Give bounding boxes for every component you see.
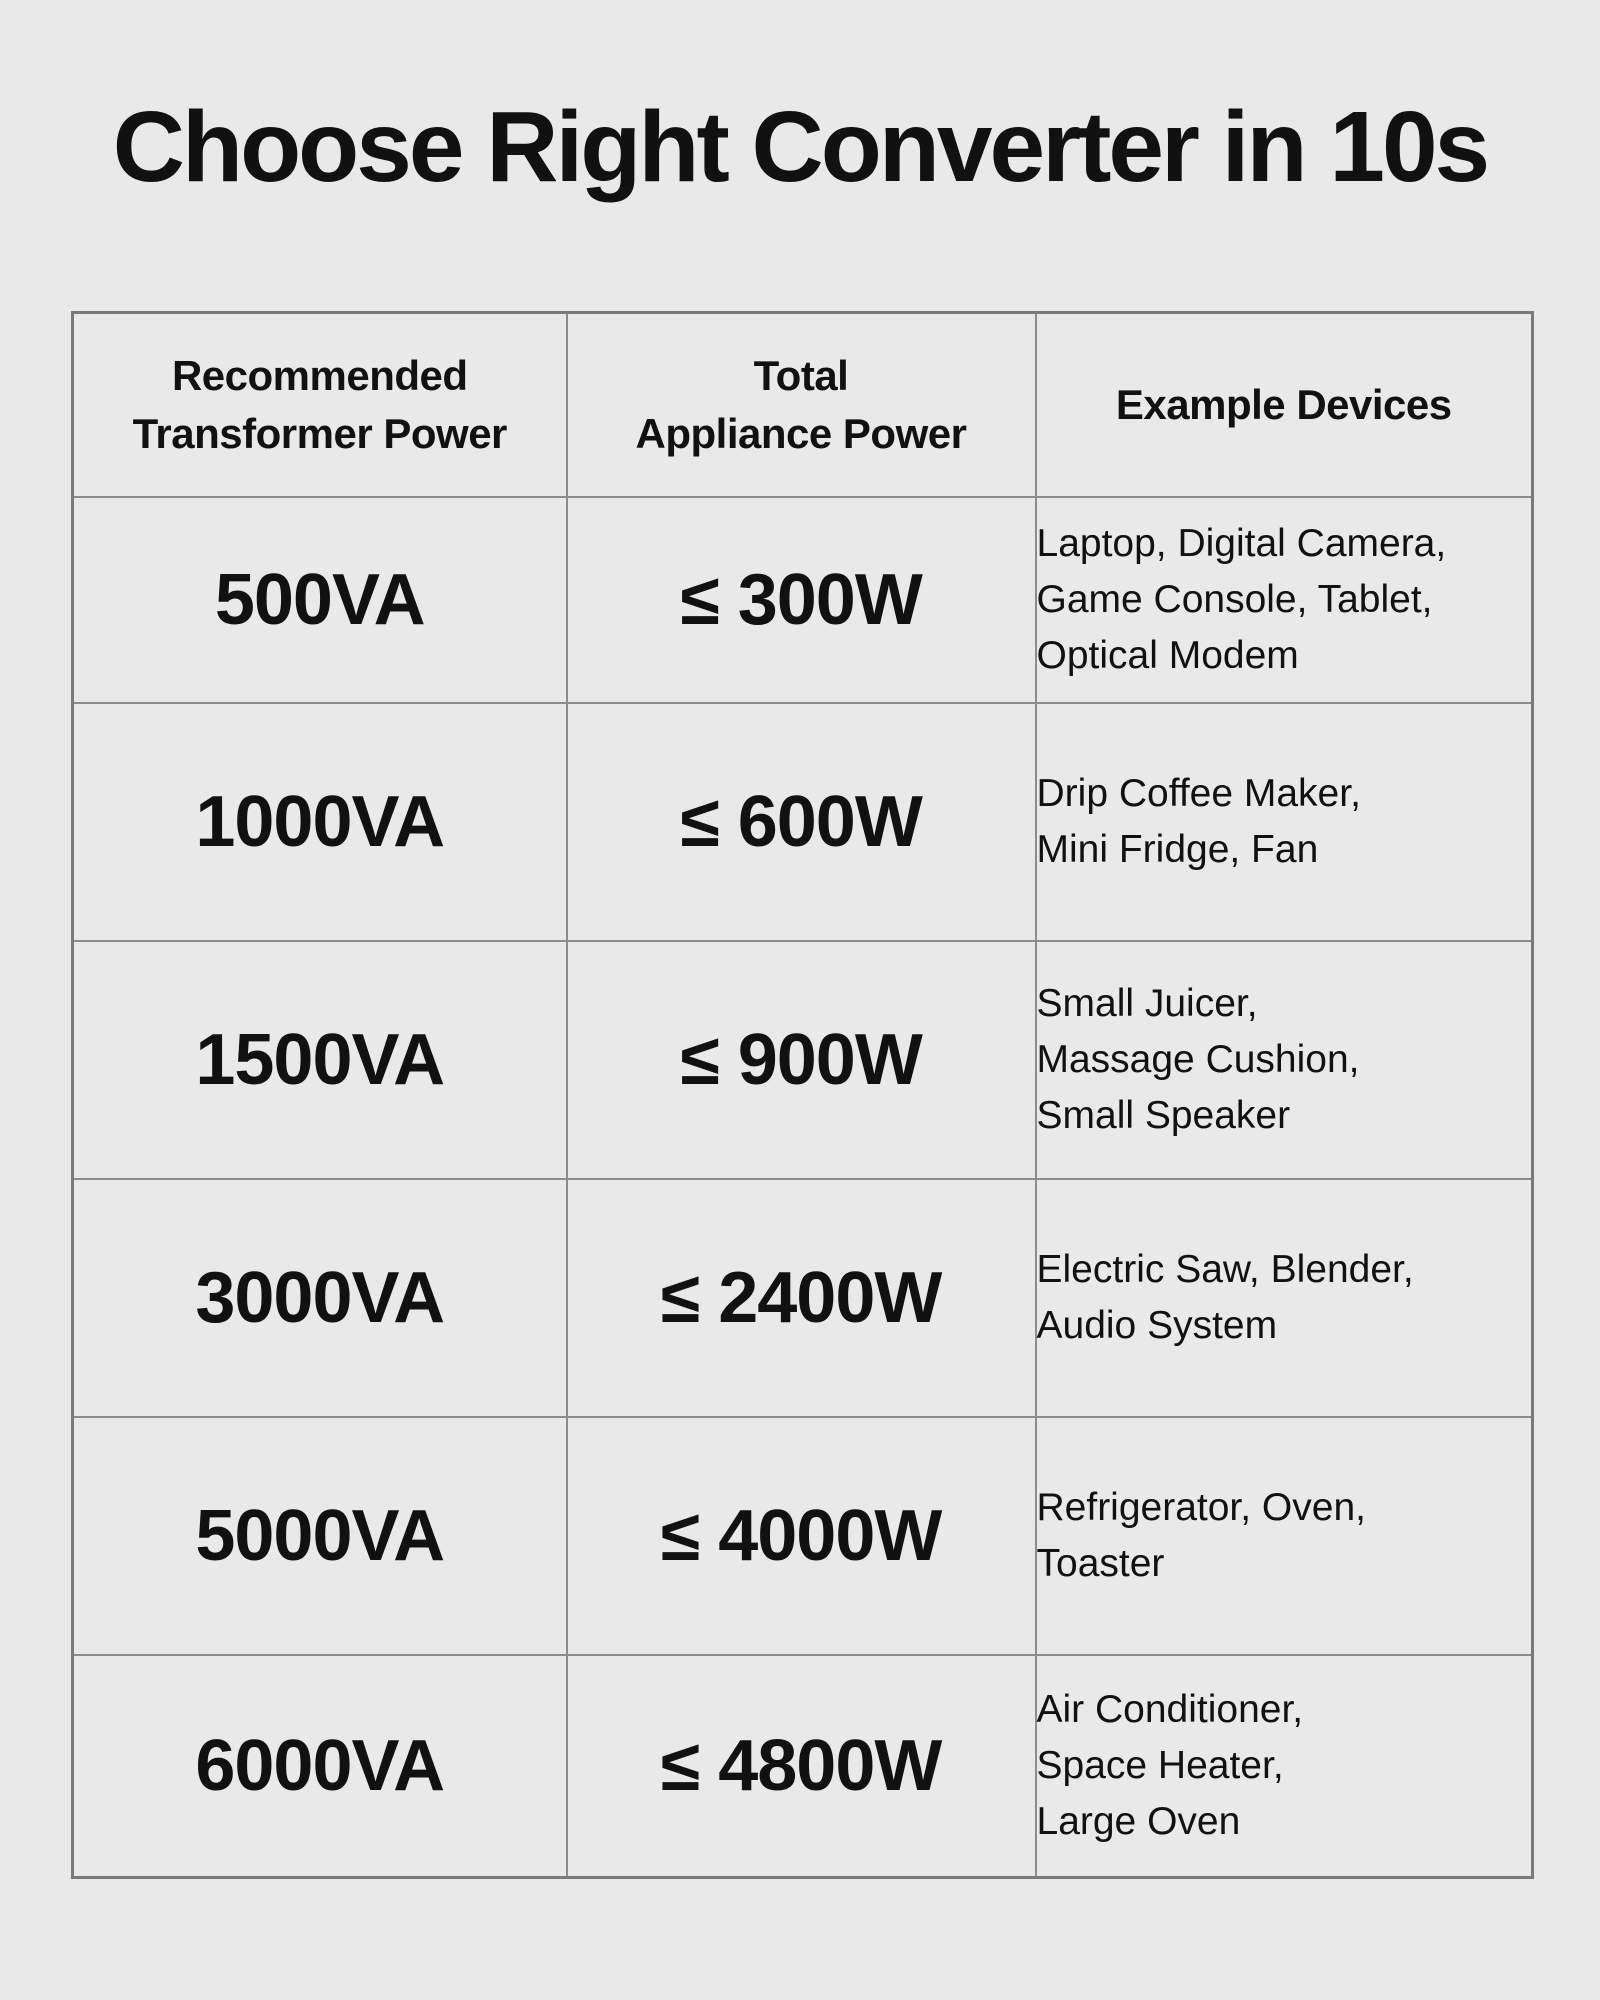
header-line: Transformer Power <box>132 410 507 457</box>
device-line: Small Juicer, <box>1036 982 1258 1025</box>
transformer-rating: 1000VA <box>73 703 567 941</box>
header-line: Example Devices <box>1115 381 1452 428</box>
example-devices <box>1036 1179 1533 1417</box>
example-devices <box>1036 1655 1533 1878</box>
appliance-power: ≤ 900W <box>567 941 1036 1179</box>
table-header-row <box>73 313 1533 498</box>
device-line: Laptop, Digital Camera, <box>1036 522 1447 565</box>
appliance-power: ≤ 4800W <box>567 1655 1036 1878</box>
transformer-rating: 500VA <box>73 497 567 703</box>
example-devices <box>1036 497 1533 703</box>
converter-table <box>71 311 1534 1879</box>
transformer-rating: 6000VA <box>73 1655 567 1878</box>
device-line: Small Speaker <box>1036 1094 1291 1137</box>
table-row <box>73 703 1533 941</box>
table-row <box>73 1655 1533 1878</box>
table-row <box>73 497 1533 703</box>
transformer-rating: 3000VA <box>73 1179 567 1417</box>
header-line: Total <box>753 352 849 399</box>
header-example-devices <box>1036 313 1533 498</box>
appliance-power: ≤ 600W <box>567 703 1036 941</box>
device-line: Massage Cushion, <box>1036 1038 1360 1081</box>
transformer-rating: 5000VA <box>73 1417 567 1655</box>
example-devices <box>1036 941 1533 1179</box>
header-transformer-power <box>73 313 567 498</box>
appliance-power: ≤ 2400W <box>567 1179 1036 1417</box>
device-line: Audio System <box>1036 1304 1278 1347</box>
device-line: Large Oven <box>1036 1800 1241 1843</box>
example-devices <box>1036 1417 1533 1655</box>
header-appliance-power <box>567 313 1036 498</box>
device-line: Electric Saw, Blender, <box>1036 1248 1414 1291</box>
example-devices <box>1036 703 1533 941</box>
header-line: Recommended <box>171 352 468 399</box>
device-line: Refrigerator, Oven, <box>1036 1486 1366 1529</box>
device-line: Air Conditioner, <box>1036 1688 1304 1731</box>
appliance-power: ≤ 4000W <box>567 1417 1036 1655</box>
transformer-rating: 1500VA <box>73 941 567 1179</box>
header-line: Appliance Power <box>635 410 967 457</box>
device-line: Space Heater, <box>1036 1744 1284 1787</box>
device-line: Mini Fridge, Fan <box>1036 828 1319 871</box>
appliance-power: ≤ 300W <box>567 497 1036 703</box>
device-line: Optical Modem <box>1036 634 1299 677</box>
table-row <box>73 941 1533 1179</box>
device-line: Toaster <box>1036 1542 1165 1585</box>
table-row <box>73 1417 1533 1655</box>
page-title: Choose Right Converter in 10s <box>112 91 1488 203</box>
device-line: Game Console, Tablet, <box>1036 578 1433 621</box>
device-line: Drip Coffee Maker, <box>1036 772 1361 815</box>
table-row <box>73 1179 1533 1417</box>
